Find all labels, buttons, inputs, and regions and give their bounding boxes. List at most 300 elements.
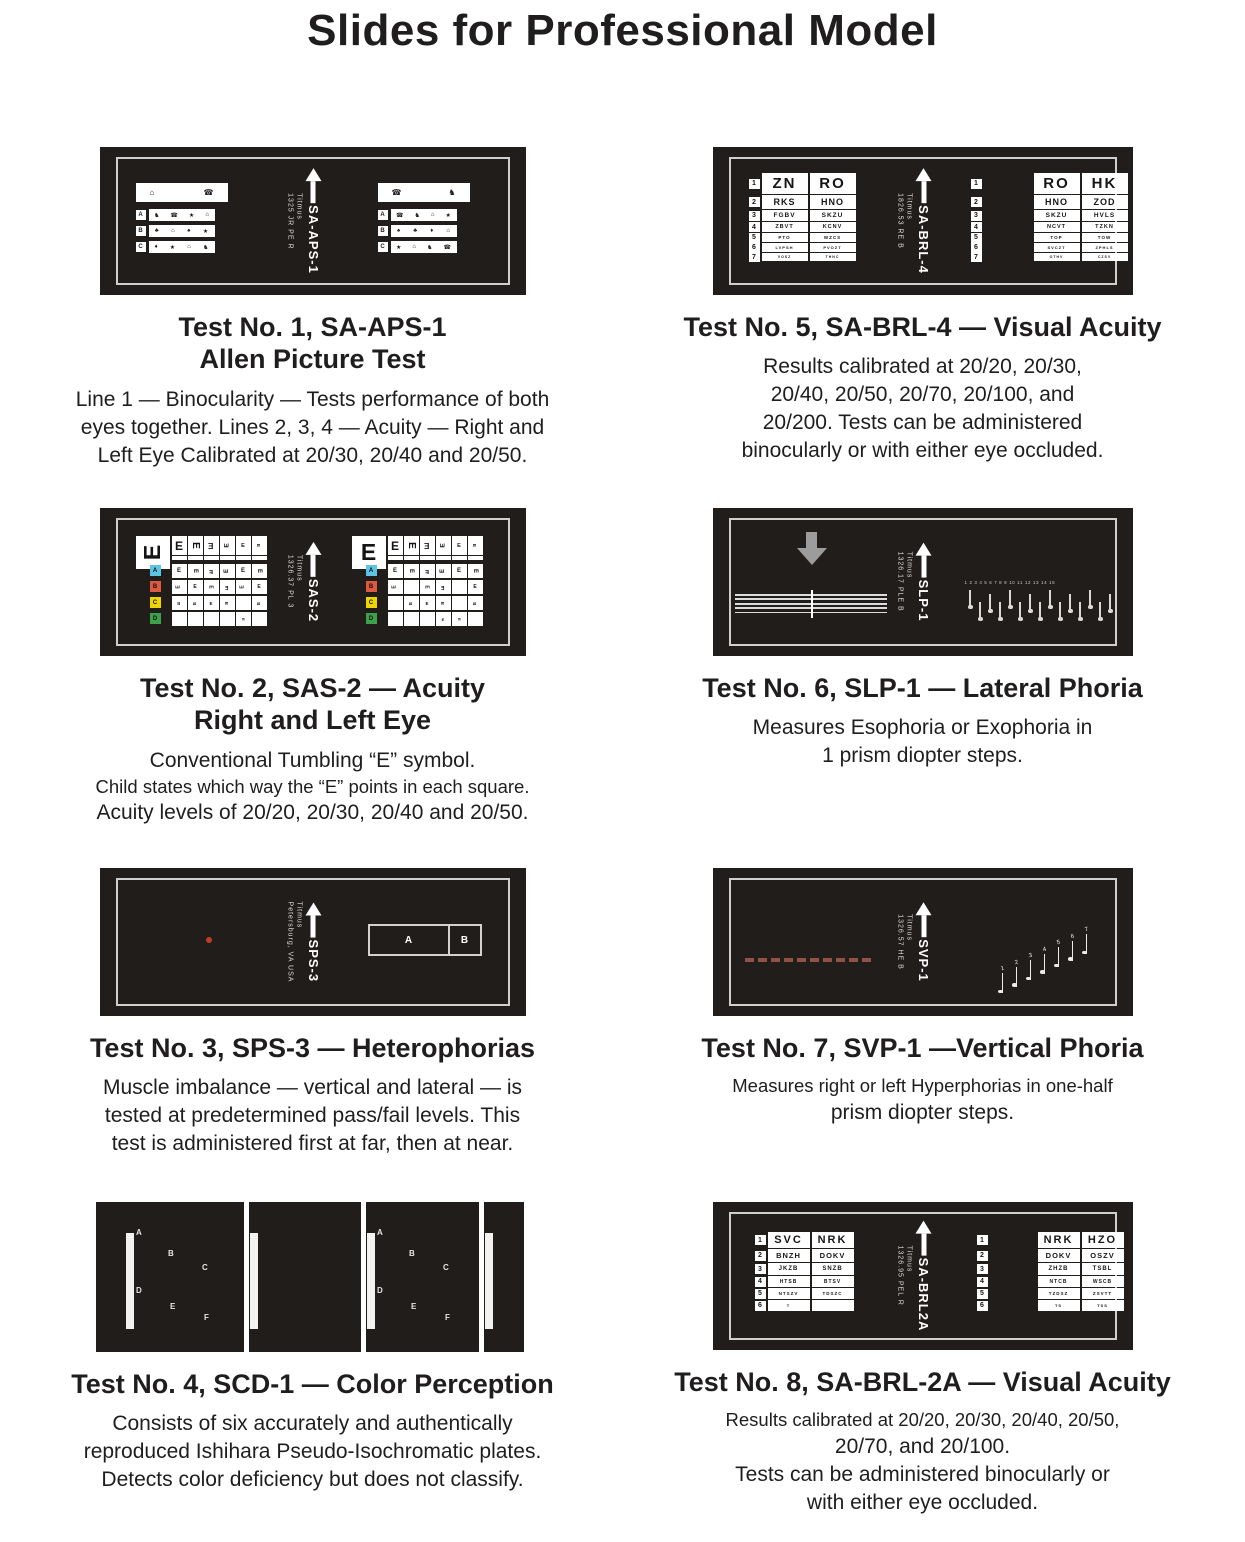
row-number: 7 (971, 252, 982, 262)
e-cell (436, 536, 451, 555)
note-number: 6 (1070, 933, 1075, 940)
caption-test-1 (40, 311, 585, 470)
e-cell (468, 580, 483, 594)
allen-symbol: ⌂ (446, 228, 450, 234)
e-cells (388, 580, 483, 594)
row-number: 5 (755, 1289, 766, 1299)
note-stem (1086, 934, 1088, 954)
allen-symbol: ♠ (187, 228, 191, 234)
e-sub-cell (404, 556, 419, 560)
up-arrow-icon (916, 1221, 932, 1256)
plate-text-line: 1826.53 RE B (896, 193, 904, 249)
tumbling-e-glyph: E (424, 568, 429, 574)
letter-cell: HVLS (1082, 210, 1128, 221)
allen-symbol: ☎ (396, 212, 404, 219)
letter-cell: PVOZT (810, 243, 856, 252)
e-sub-row (388, 556, 483, 560)
caption-test-5 (660, 311, 1185, 465)
allen-symbol: ⌂ (171, 228, 175, 234)
up-arrow-icon (916, 902, 932, 937)
film-panel (484, 1202, 524, 1352)
tumbling-e-glyph: E (240, 568, 245, 574)
up-arrow-stem (311, 915, 316, 937)
film-strip-bar (126, 1233, 134, 1329)
tumbling-e-glyph: E (257, 584, 261, 590)
allen-symbol: ★ (188, 212, 195, 219)
note-icon (975, 602, 983, 624)
letter-cell: PTO (762, 233, 808, 242)
caption-body (40, 386, 585, 470)
caption-test-2 (40, 672, 585, 827)
caption-body-line: 20/40, 20/50, 20/70, 20/100, and (770, 383, 1075, 407)
row-number: 4 (755, 1277, 766, 1287)
row-number: 6 (755, 1301, 766, 1311)
chart-row (977, 1263, 1126, 1275)
row-number: 6 (971, 243, 982, 253)
allen-symbol: ☎ (391, 188, 402, 197)
note-head (988, 609, 993, 613)
staff-center-tick (811, 590, 813, 618)
e-cell (420, 536, 435, 555)
note-icon (965, 590, 973, 612)
tumbling-e-glyph: E (189, 542, 201, 549)
staff-lines (735, 594, 887, 616)
test-3-section (40, 868, 585, 1158)
note-head (1088, 605, 1093, 609)
slide-image-test-5 (713, 147, 1133, 295)
chart-row (755, 1276, 856, 1287)
panel-letter: D (377, 1286, 383, 1295)
e-sub-cell (436, 556, 451, 560)
note-head (1068, 957, 1073, 961)
letter-cell: NCVT (1034, 222, 1080, 232)
note-head (1098, 617, 1103, 621)
tumbling-e-glyph: E (209, 600, 213, 606)
plate-label (897, 1246, 913, 1306)
chart-row (755, 1300, 856, 1311)
allen-symbol: ☎ (170, 212, 178, 219)
test-4-section (40, 1202, 585, 1494)
test-2-section (40, 508, 585, 827)
up-arrow-icon (305, 542, 321, 577)
chart-row (755, 1232, 856, 1248)
note-icon (1015, 602, 1023, 624)
caption-test-4 (40, 1368, 585, 1494)
allen-symbol: ♞ (203, 244, 209, 251)
e-cell (252, 536, 267, 555)
e-cell (236, 536, 251, 555)
caption-body-line: binocularly or with either eye occluded. (741, 439, 1104, 463)
note-icon (1013, 960, 1021, 987)
test-1-section (40, 147, 585, 470)
model-label: SPS-3 (305, 939, 321, 982)
slide-center-block (897, 168, 932, 274)
model-column (916, 168, 932, 274)
e-sub-row (172, 556, 267, 560)
chart-row (749, 195, 858, 209)
letter-cell: ZN (762, 173, 808, 194)
row-number: 2 (755, 1251, 766, 1261)
caption-body-line: test is administered first at far, then at near. (111, 1132, 514, 1156)
row-number: 3 (749, 211, 760, 221)
plate-text-line: Petersburg, VA USA (286, 901, 294, 983)
caption-body (40, 747, 585, 827)
film-panel (249, 1202, 361, 1352)
test-7-section (660, 868, 1185, 1127)
red-dot (206, 937, 212, 943)
note-icon (1041, 947, 1049, 974)
e-cell (172, 612, 187, 626)
e-cell (420, 564, 435, 578)
row-number: 2 (749, 197, 760, 207)
up-arrow-stem (311, 181, 316, 203)
slide-image-test-2 (100, 508, 526, 656)
allen-row (136, 209, 215, 221)
allen-symbol: ★ (445, 212, 451, 219)
caption-body-line: 20/70, and 20/100. (834, 1434, 1011, 1458)
allen-symbol: ⌂ (205, 212, 209, 218)
row-number: 6 (977, 1301, 988, 1311)
caption-title-line: Test No. 8, SA-BRL-2A — Visual Acuity (674, 1367, 1171, 1397)
e-cell (452, 596, 467, 610)
tumbling-e-glyph: E (224, 601, 230, 605)
chart-gap (990, 1300, 1038, 1311)
note-number-labels: 1 2 3 4 5 6 7 8 9 10 11 12 13 14 15 (964, 580, 1056, 585)
tumbling-e-glyph: E (456, 568, 461, 574)
tumbling-e-glyph: E (424, 585, 430, 589)
e-cell (188, 580, 203, 594)
row-number: 4 (749, 222, 760, 232)
chart-row (971, 210, 1130, 221)
note-icon (1065, 594, 1073, 616)
e-cell (204, 536, 219, 555)
e-cell (236, 564, 251, 578)
e-row (152, 596, 267, 610)
row-number: 1 (755, 1235, 766, 1245)
allen-symbol: ♠ (397, 228, 401, 234)
up-arrow-head (916, 168, 932, 181)
model-column (916, 1221, 932, 1332)
e-top-row (172, 536, 267, 555)
note-head (1048, 605, 1053, 609)
e-cell (236, 612, 251, 626)
row-number: 5 (971, 233, 982, 243)
e-cell (420, 612, 435, 626)
note-number: 1 (1000, 965, 1005, 973)
e-top-row (388, 536, 483, 555)
model-column (916, 543, 932, 622)
allen-symbol-bar (149, 225, 215, 237)
tumbling-e-glyph: E (456, 617, 462, 621)
letter-cell: FGBV (762, 210, 808, 221)
up-arrow-stem (311, 555, 316, 577)
tumbling-e-glyph: E (473, 584, 477, 590)
letter-cell: NRK (812, 1232, 854, 1248)
eye-chart-right (971, 173, 1130, 262)
letter-cell: DOKV (1038, 1249, 1080, 1262)
up-arrow-head (916, 902, 932, 915)
e-cell (436, 564, 451, 578)
tumbling-e-glyph: E (176, 568, 181, 574)
allen-symbol: ☎ (203, 188, 214, 197)
note-stem (1030, 960, 1032, 980)
tumbling-e-glyph: E (425, 600, 429, 606)
e-sub-cell (188, 556, 203, 560)
e-cell (468, 536, 483, 555)
caption-body (660, 1408, 1185, 1516)
caption-body-line: Tests can be administered binocularly or (735, 1462, 1110, 1486)
caption-body (660, 1074, 1185, 1127)
up-arrow-icon (916, 543, 932, 578)
chart-row (749, 233, 858, 242)
note-head (1108, 609, 1113, 613)
caption-body-line: Measures Esophoria or Exophoria in (752, 716, 1093, 740)
allen-symbol: ♦ (430, 228, 434, 234)
e-cell (452, 612, 467, 626)
tumbling-e-glyph: E (441, 616, 445, 622)
tumbling-e-glyph: E (208, 541, 214, 550)
tumbling-e-glyph: E (441, 584, 445, 590)
tumbling-e-glyph: E (176, 585, 182, 589)
chart-gap (990, 1276, 1038, 1287)
note-head (1028, 609, 1033, 613)
e-cell (404, 580, 419, 594)
letter-cell: OSZV (1082, 1249, 1124, 1262)
letter-cell: SVCZT (1034, 243, 1080, 252)
tumbling-e-glyph: E (424, 541, 430, 550)
plate-label (897, 914, 913, 970)
e-cells (388, 612, 483, 626)
letter-cell (812, 1300, 854, 1311)
plate-text-line: Titmus (295, 192, 303, 220)
tumbling-e-glyph: E (392, 585, 398, 589)
e-cell (452, 564, 467, 578)
e-cell (252, 612, 267, 626)
plate-text-line: Titmus (905, 1245, 913, 1273)
tumbling-e-glyph: E (193, 584, 197, 590)
chart-gap (990, 1249, 1038, 1262)
note-icon (1005, 590, 1013, 612)
letter-cell: TZKN (1082, 222, 1128, 232)
plate-text-line: Titmus (905, 914, 913, 941)
row-number: 3 (977, 1264, 988, 1274)
letter-cell: NTCB (1038, 1276, 1080, 1287)
e-sub-cell (204, 556, 219, 560)
letter-cell: TS (1038, 1300, 1080, 1311)
dash-segment (771, 958, 780, 962)
up-arrow-icon (305, 902, 321, 937)
chart-row (971, 195, 1130, 209)
letter-cell: SVC (768, 1232, 810, 1248)
up-arrow-stem (921, 556, 926, 578)
note-head (1012, 983, 1017, 987)
slide-image-test-6 (713, 508, 1133, 656)
target-cell-a: A (370, 926, 450, 954)
allen-symbol: ⌂ (149, 188, 155, 197)
letter-cell: WSCB (1082, 1276, 1124, 1287)
letter-cell: TSBL (1082, 1263, 1124, 1275)
allen-symbol: ♞ (427, 244, 433, 251)
slide-center-block (286, 542, 321, 622)
row-label: C (150, 597, 161, 608)
tumbling-e-glyph: E (241, 542, 245, 549)
caption-body-line: prism diopter steps. (830, 1100, 1015, 1124)
row-label: A (150, 565, 161, 576)
panel-letter: E (411, 1302, 417, 1311)
chart-gap (984, 233, 1034, 242)
letter-cell: HZO (1082, 1232, 1124, 1248)
e-cell (220, 580, 235, 594)
tumbling-e-glyph: E (471, 568, 478, 574)
letter-cell: T (768, 1300, 810, 1311)
tumbling-e-glyph: E (255, 568, 262, 574)
caption-title-line: Test No. 6, SLP-1 — Lateral Phoria (702, 673, 1143, 703)
note-icon (1027, 953, 1035, 980)
tumbling-e-glyph: E (192, 601, 198, 605)
e-cells (388, 564, 483, 578)
caption-title-line: Test No. 7, SVP-1 —Vertical Phoria (701, 1033, 1144, 1063)
row-label: B (366, 581, 377, 592)
note-stem (1058, 947, 1060, 967)
chart-row (971, 222, 1130, 232)
note-number: 4 (1042, 946, 1047, 953)
e-cell (388, 536, 403, 555)
row-number: 5 (749, 233, 760, 243)
tumbling-e-glyph: E (177, 600, 181, 606)
caption-body-line: Child states which way the “E” points in each square. (95, 775, 530, 797)
caption-body-line: 20/200. Tests can be administered (762, 411, 1083, 435)
allen-symbol-bar (391, 209, 457, 221)
test-6-section (660, 508, 1185, 770)
e-cell (172, 596, 187, 610)
letter-cell: ZSVTT (1082, 1288, 1124, 1299)
e-cell (420, 580, 435, 594)
caption-title-line: Right and Left Eye (193, 705, 431, 736)
chart-gap (984, 222, 1034, 232)
caption-title-line: Test No. 2, SAS-2 — Acuity (139, 673, 486, 703)
e-cell (220, 564, 235, 578)
letter-cell: RO (1034, 173, 1080, 194)
e-cells (172, 612, 267, 626)
e-cells (172, 564, 267, 578)
chart-gap (990, 1288, 1038, 1299)
panel-letter: B (409, 1249, 415, 1258)
plate-label (897, 193, 913, 249)
row-label: A (378, 210, 388, 220)
letter-cell: HTSB (768, 1276, 810, 1287)
note-number: 3 (1028, 952, 1033, 960)
slide-image-test-1 (100, 147, 526, 295)
letter-cell: JKZB (768, 1263, 810, 1275)
model-column (305, 168, 321, 274)
model-label: SA-APS-1 (305, 205, 321, 274)
note-head (1038, 617, 1043, 621)
film-strip-bar (367, 1233, 375, 1329)
allen-symbol: ⌂ (187, 244, 191, 250)
e-cell (452, 580, 467, 594)
panel-letter: A (377, 1228, 383, 1237)
caption-body (660, 353, 1185, 465)
letter-cell: TOP (1034, 233, 1080, 242)
note-stem (1016, 967, 1018, 987)
allen-row (378, 209, 457, 221)
caption-body-line: eyes together. Lines 2, 3, 4 — Acuity — Right and (80, 415, 545, 439)
allen-symbol-bar (391, 241, 457, 253)
e-cell (404, 596, 419, 610)
chart-gap (984, 243, 1034, 252)
allen-top-box (136, 183, 228, 202)
e-cells (388, 596, 483, 610)
e-cell (404, 536, 419, 555)
tumbling-e-glyph: E (256, 543, 262, 548)
plate-text-line: 1326.57 HE B (896, 914, 904, 970)
note-icon (1069, 934, 1077, 961)
letter-cell: RKS (762, 195, 808, 209)
e-cell (468, 564, 483, 578)
caption-body-line: Conventional Tumbling “E” symbol. (149, 748, 476, 772)
e-cell (468, 596, 483, 610)
note-number: 7 (1084, 926, 1089, 934)
note-icon (1075, 602, 1083, 624)
allen-row (378, 225, 457, 237)
note-icon (985, 594, 993, 616)
e-cell (436, 596, 451, 610)
note-head (1054, 964, 1059, 968)
chart-row (977, 1249, 1126, 1262)
slide-center-block (897, 1221, 932, 1332)
letter-cell: THNC (810, 253, 856, 261)
tumbling-e-glyph: E (472, 601, 478, 605)
e-cell (388, 580, 403, 594)
e-cell (452, 536, 467, 555)
chart-gap (990, 1263, 1038, 1275)
chart-row (755, 1249, 856, 1262)
caption-body-line: Acuity levels of 20/20, 20/30, 20/40 and 20/50. (96, 801, 529, 825)
e-cell (204, 612, 219, 626)
up-arrow-head (916, 543, 932, 556)
allen-symbol: ★ (202, 228, 209, 235)
ab-target-box (368, 924, 482, 956)
e-cell (220, 536, 235, 555)
row-label: A (136, 210, 146, 220)
note-head (1018, 617, 1023, 621)
e-sub-cell (452, 556, 467, 560)
plate-text-line: Titmus (295, 555, 303, 583)
big-e-glyph: E (360, 539, 377, 565)
row-number: 1 (749, 179, 760, 189)
allen-symbol: ♞ (448, 188, 456, 197)
film-strip-bar (250, 1233, 258, 1329)
e-cell (204, 580, 219, 594)
e-sub-cell (252, 556, 267, 560)
letter-cell: TOW (1082, 233, 1128, 242)
row-label: C (366, 597, 377, 608)
dash-segment (862, 958, 871, 962)
tumbling-e-glyph: E (223, 568, 230, 574)
letter-cell: BNZH (768, 1249, 810, 1262)
target-cell-b: B (460, 934, 469, 946)
letter-cell: TDSZC (812, 1288, 854, 1299)
note-head (1058, 617, 1063, 621)
allen-symbol-bar (149, 241, 215, 253)
up-arrow-stem (921, 181, 926, 203)
e-row (368, 612, 483, 626)
plate-label (286, 193, 302, 249)
letter-cell: CZSV (1082, 253, 1128, 261)
note-stem (1072, 941, 1074, 961)
tumbling-e-glyph: E (174, 538, 183, 553)
row-label: A (366, 565, 377, 576)
